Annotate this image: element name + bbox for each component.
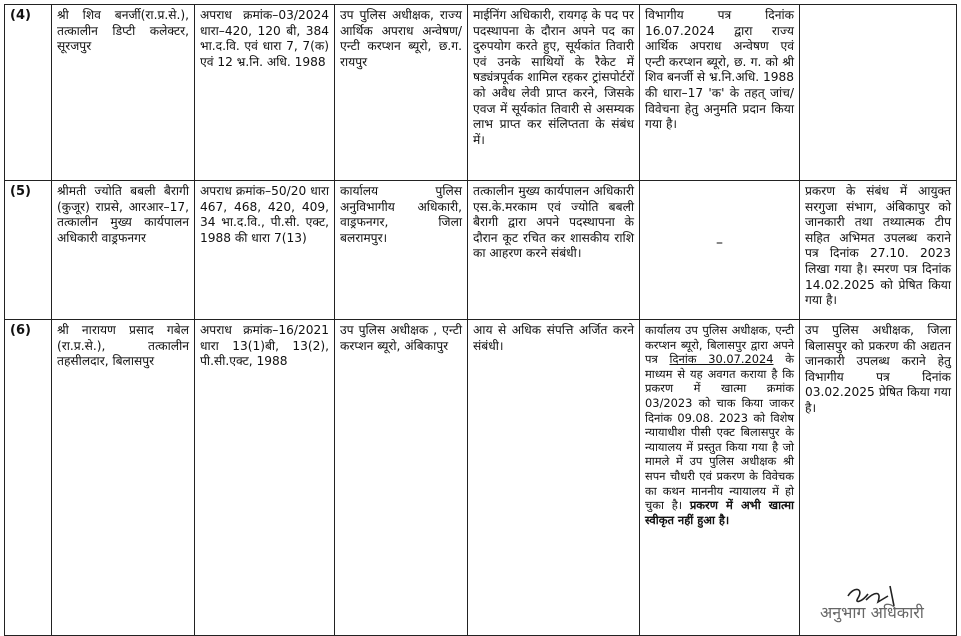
case-number-cell: अपराध क्रमांक–03/2024 धारा–420, 120 बी, 384 भा.द.वि. एवं धारा 7, 7(क) एवं 12 भ्र.नि. अधि. 1988 (195, 5, 335, 181)
status-text: कार्यालय उप पुलिस अधीक्षक, एन्टी करप्शन ब्यूरो, बिलासपुर द्वारा अपने पत्र (645, 323, 794, 367)
case-table (4, 4, 957, 636)
officer-name-cell: श्रीमती ज्योति बबली बैरागी (कुजूर) राप्रसे, आरआर–17, तत्कालीन मुख्य कार्यपालन अधिकारी वाड्रफनगर (52, 181, 195, 320)
status-date: दिनांक 30.07.2024 (669, 352, 774, 367)
status-cell: विभागीय पत्र दिनांक 16.07.2024 द्वारा राज्य आर्थिक अपराध अन्वेषण एवं एन्टी करप्शन ब्यूरो, छ. ग. को श्री शिव बनर्जी से भ्र.नि.अधि. 1988 की धारा–17 'क' के तहत् जांच/विवेचना हेतु अनुमति प्रदान किया गया है। (640, 5, 800, 181)
status-emphasis: प्रकरण में अभी खात्मा स्वीकृत नहीं हुआ है। (645, 498, 794, 527)
case-number-cell: अपराध क्रमांक–16/2021 धारा 13(1)बी, 13(2), पी.सी.एक्ट, 1988 (195, 320, 335, 636)
status-cell (640, 181, 800, 320)
allegation-cell: माईनिंग अधिकारी, रायगढ़ के पद पर पदस्थापना के दौरान अपने पद का दुरुपयोग करते हुए, सूर्यकांत तिवारी एवं उनके साथियों के रैकेट में षड्यंत्रपूर्वक शामिल रहकर ट्रांसपोर्टरों को अवैध लेवी प्राप्त करने, जिसके एवज में सूर्यकांत तिवारी से असम्यक लाभ प्राप्त कर संलिप्तता के संबंध में। (468, 5, 640, 181)
case-number-cell: अपराध क्रमांक–50/20 धारा 467, 468, 420, 409, 34 भा.द.वि., पी.सी. एक्ट, 1988 की धारा 7(13) (195, 181, 335, 320)
signature-title: अनुभाग अधिकारी (820, 603, 924, 622)
allegation-cell: आय से अधिक संपत्ति अर्जित करने संबंधी। (468, 320, 640, 636)
serial-cell: (4) (5, 5, 52, 181)
table-row (5, 320, 957, 636)
officer-name-cell: श्री नारायण प्रसाद गबेल (रा.प्र.से.), तत्कालीन तहसीलदार, बिलासपुर (52, 320, 195, 636)
table-row (5, 181, 957, 320)
empty-dash: – (716, 235, 723, 251)
serial-cell: (6) (5, 320, 52, 636)
status-cell (640, 320, 800, 636)
allegation-cell: तत्कालीन मुख्य कार्यपालन अधिकारी एस.के.मरकाम एवं ज्योति बबली बैरागी द्वारा अपने पदस्थापना के दौरान कूट रचित कर शासकीय राशि का आहरण करने संबंधी। (468, 181, 640, 320)
officer-name-cell: श्री शिव बनर्जी(रा.प्र.से.), तत्कालीन डिप्टी कलेक्टर, सूरजपुर (52, 5, 195, 181)
remarks-cell: उप पुलिस अधीक्षक, जिला बिलासपुर को प्रकरण की अद्यतन जानकारी उपलब्ध कराने हेतु विभागीय पत्र दिनांक 03.02.2025 प्रेषित किया गया है। (800, 320, 957, 636)
table-row (5, 5, 957, 181)
status-text: के माध्यम से यह अवगत कराया है कि प्रकरण में खात्मा क्रमांक 03/2023 को चाक किया जाकर दिनांक 09.08. 2023 को विशेष न्यायाधीश पीसी एक्ट बिलासपुर के न्यायालय में प्रस्तुत किया गया है जो मामले में उप पुलिस अधीक्षक श्री सपन चौधरी एवं प्रकरण के विवेचक का कथन माननीय न्यायालय में हो चुका है। (645, 352, 794, 513)
investigating-office-cell: कार्यालय पुलिस अनुविभागीय अधिकारी, वाड्रफनगर, जिला बलरामपुर। (335, 181, 468, 320)
document-page (4, 4, 956, 636)
serial-cell: (5) (5, 181, 52, 320)
remarks-cell (800, 5, 957, 181)
remarks-cell: प्रकरण के संबंध में आयुक्त सरगुजा संभाग, अंबिकापुर को जानकारी तथा तथ्यात्मक टीप सहित अभिमत उपलब्ध कराने पत्र दिनांक 27.10. 2023 लिखा गया है। स्मरण पत्र दिनांक 14.02.2025 को प्रेषित किया गया है। (800, 181, 957, 320)
investigating-office-cell: उप पुलिस अधीक्षक, राज्य आर्थिक अपराध अन्वेषण/एन्टी करप्शन ब्यूरो, छ.ग. रायपुर (335, 5, 468, 181)
investigating-office-cell: उप पुलिस अधीक्षक , एन्टी करप्शन ब्यूरो, अंबिकापुर (335, 320, 468, 636)
